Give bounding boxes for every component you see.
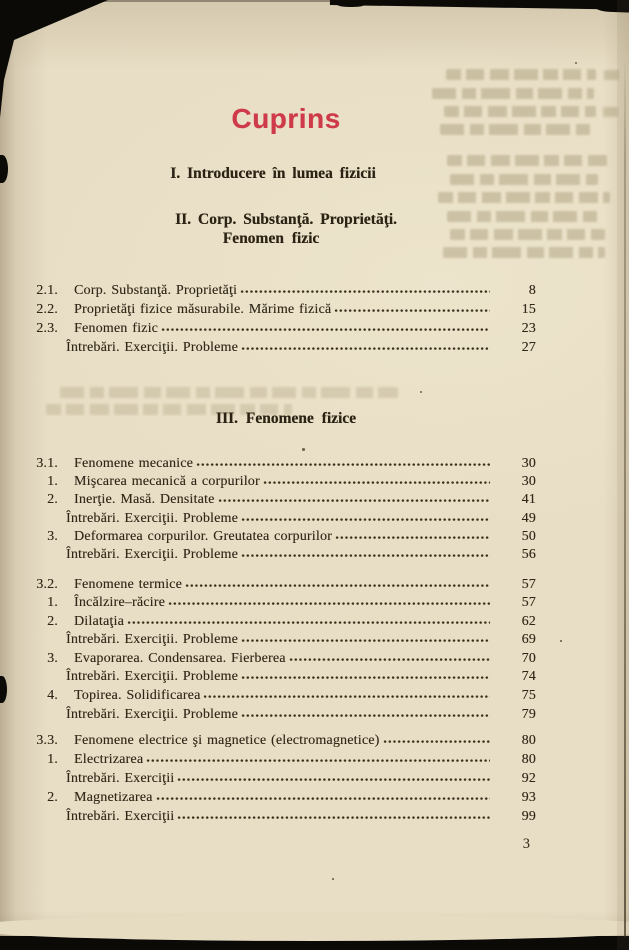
toc-entry-title: Fenomene termice (74, 576, 182, 592)
toc-row (36, 547, 536, 565)
toc-row (36, 752, 536, 771)
scan-edge-top-left (0, 0, 120, 120)
dot-leader (263, 480, 490, 485)
scan-edge-top (330, 0, 629, 10)
dot-leader (218, 498, 490, 503)
toc-entry-title: Magnetizarea (74, 789, 153, 805)
toc-entry-page: 57 (521, 576, 536, 592)
section-heading-2 (36, 210, 536, 249)
scan-edge-left-mark (0, 676, 7, 703)
bleedthrough-line (446, 69, 596, 80)
toc-entry-title: Topirea. Solidificarea (74, 688, 201, 704)
toc-entry-page: 69 (521, 632, 536, 648)
toc-entry-title: Fenomene electrice şi magnetice (electromagnetice) (74, 732, 380, 748)
section-heading-2-line2: Fenomen fizic (222, 230, 320, 247)
toc-entry-title: Dilataţia (74, 613, 125, 629)
ink-speck (560, 640, 562, 642)
toc-entry-page: 56 (521, 546, 536, 562)
dot-leader (156, 796, 490, 801)
ink-speck (575, 62, 577, 64)
toc-entry-title: Fenomen fizic (74, 321, 159, 336)
ink-speck (302, 448, 305, 451)
section-heading-1: I. Introducere în lumea fizicii (170, 164, 376, 182)
toc-entry-number: 1. (47, 751, 58, 767)
toc-entry-number: 3. (47, 528, 58, 544)
toc-entry-title: Întrebări. Exerciţii. Probleme (66, 669, 239, 685)
toc-row (36, 511, 536, 529)
toc-entry-page: 57 (521, 595, 536, 611)
dot-leader (146, 758, 490, 763)
dot-leader (127, 620, 490, 625)
toc-entry-number: 4. (47, 688, 58, 704)
toc-row (36, 669, 536, 688)
toc-entry-page: 49 (521, 510, 536, 526)
toc-entry-page: 74 (521, 669, 536, 685)
toc-entry-page: 50 (521, 528, 536, 544)
toc-row (36, 790, 536, 809)
toc-entry-title: Încălzire–răcire (74, 595, 166, 611)
toc-entry-number: 3.2. (36, 576, 58, 592)
toc-entry-title: Deformarea corpurilor. Greutatea corpurilor (74, 528, 333, 544)
dot-leader (334, 308, 490, 313)
toc-entry-title: Întrebări. Exerciţii. Probleme (66, 340, 239, 355)
dot-leader (289, 657, 490, 662)
dot-leader (203, 694, 490, 699)
dot-leader (241, 553, 490, 558)
page-bottom-curve (0, 915, 629, 941)
toc-entry-number: 2. (47, 492, 58, 508)
toc-row (36, 614, 536, 633)
toc-block-section-3-3 (36, 733, 536, 828)
bleedthrough-line (438, 192, 610, 203)
toc-row (36, 529, 536, 547)
toc-entry-title: Întrebări. Exerciţii. Probleme (66, 706, 239, 722)
toc-entry-title: Întrebări. Exerciţii. Probleme (66, 632, 239, 648)
toc-row (36, 340, 536, 359)
toc-row (36, 707, 536, 726)
toc-row (36, 302, 536, 321)
toc-entry-page: 70 (521, 650, 536, 666)
dot-leader (241, 346, 490, 351)
toc-entry-number: 1. (47, 474, 58, 490)
dot-leader (168, 601, 490, 606)
toc-row (36, 474, 536, 492)
toc-row (36, 492, 536, 510)
dot-leader (185, 583, 490, 588)
toc-entry-number: 2. (47, 613, 58, 629)
toc-entry-page: 30 (521, 456, 536, 471)
toc-entry-page: 62 (521, 613, 536, 629)
toc-entry-page: 80 (521, 751, 536, 767)
toc-row (36, 809, 536, 828)
section-heading-2-line1: II. Corp. Substanţă. Proprietăţi. (175, 210, 397, 228)
toc-entry-title: Întrebări. Exerciţii. Probleme (66, 510, 239, 526)
toc-row (36, 632, 536, 651)
toc-entry-number: 2.3. (36, 321, 58, 336)
toc-entry-number: 1. (47, 595, 58, 611)
dot-leader (196, 462, 490, 467)
toc-entry-title: Electrizarea (74, 751, 144, 767)
toc-row (36, 651, 536, 670)
toc-row (36, 595, 536, 614)
toc-row (36, 283, 536, 302)
toc-entry-page: 79 (521, 706, 536, 722)
toc-row (36, 456, 536, 474)
toc-entry-page: 30 (521, 474, 536, 490)
toc-entry-page: 27 (521, 340, 536, 355)
scan-edge-left-mark (0, 155, 8, 183)
toc-entry-title: Fenomene mecanice (74, 456, 194, 471)
dot-leader (240, 289, 490, 294)
dot-leader (241, 638, 490, 643)
toc-block-section-2 (36, 283, 536, 359)
toc-entry-title: Întrebări. Exerciţii (66, 770, 175, 786)
bleedthrough-line (443, 247, 605, 258)
scan-edge-top-blob (336, 0, 366, 7)
toc-row (36, 577, 536, 596)
toc-entry-number: 3. (47, 650, 58, 666)
ink-speck (332, 878, 334, 880)
toc-entry-number: 2. (47, 789, 58, 805)
dot-leader (161, 327, 490, 332)
toc-row (36, 321, 536, 340)
toc-entry-number: 3.1. (36, 456, 58, 471)
dot-leader (177, 777, 490, 782)
toc-entry-page: 23 (521, 321, 536, 336)
toc-block-section-3-1 (36, 456, 536, 565)
toc-block-section-3-2 (36, 577, 536, 726)
toc-entry-title: Întrebări. Exerciţii. Probleme (66, 546, 239, 562)
toc-entry-number: 3.3. (36, 732, 58, 748)
toc-entry-page: 93 (521, 789, 536, 805)
toc-entry-page: 15 (521, 302, 536, 317)
toc-entry-page: 99 (521, 808, 536, 824)
page-right-edge-line (624, 55, 626, 937)
toc-entry-page: 75 (521, 688, 536, 704)
dot-leader (241, 675, 490, 680)
toc-entry-page: 80 (521, 732, 536, 748)
toc-row (36, 688, 536, 707)
page-number: 3 (522, 836, 530, 852)
toc-title: Cuprins (231, 103, 341, 134)
ink-speck (420, 391, 422, 393)
toc-entry-number: 2.1. (36, 283, 58, 298)
toc-entry-title: Mişcarea mecanică a corpurilor (74, 474, 260, 490)
toc-row (36, 771, 536, 790)
toc-row (36, 733, 536, 752)
toc-entry-number: 2.2. (36, 302, 58, 317)
page-right-edge-shading (617, 0, 629, 950)
toc-entry-page: 41 (521, 492, 536, 508)
dot-leader (241, 517, 490, 522)
toc-entry-page: 8 (528, 283, 536, 298)
toc-entry-title: Întrebări. Exerciţii (66, 808, 175, 824)
toc-entry-title: Inerţie. Masă. Densitate (74, 492, 215, 508)
toc-entry-page: 92 (521, 770, 536, 786)
dot-leader (241, 713, 490, 718)
section-heading-3: III. Fenomene fizice (215, 410, 357, 427)
bleedthrough-line (60, 387, 398, 398)
dot-leader (335, 535, 490, 540)
toc-entry-title: Proprietăţi fizice măsurabile. Mărime fizică (74, 302, 332, 317)
dot-leader (383, 739, 490, 744)
bleedthrough-line (432, 88, 594, 99)
toc-entry-title: Corp. Substanţă. Proprietăţi (74, 283, 238, 298)
bleedthrough-number (603, 107, 618, 117)
dot-leader (177, 815, 490, 820)
toc-entry-title: Evaporarea. Condensarea. Fierberea (74, 650, 286, 666)
